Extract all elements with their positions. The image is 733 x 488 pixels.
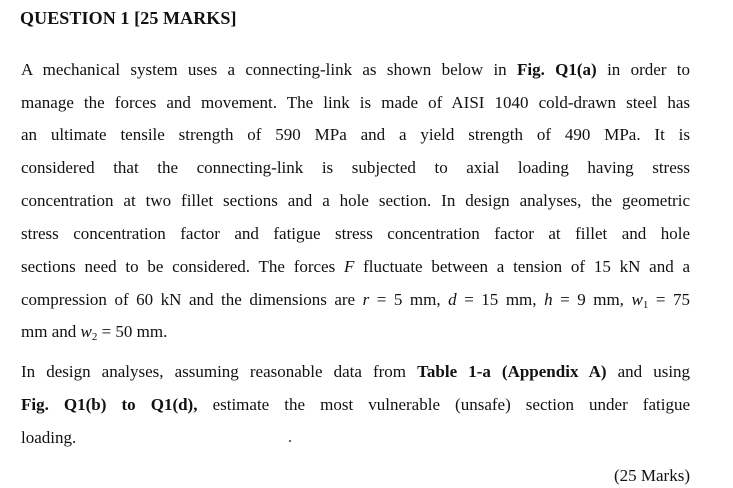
paragraph1-line4: considered that the connecting-link is subjected to axial loading having stress: [21, 158, 690, 177]
scan-speck: [289, 440, 291, 442]
p1-text: mm and: [21, 322, 77, 341]
p1-text: in order to: [607, 60, 691, 79]
table-ref: Table 1-a (Appendix A): [417, 362, 607, 381]
width2-letter: w: [80, 322, 92, 341]
paragraph2-line1: [21, 362, 690, 382]
paragraph1-line1: [21, 60, 690, 80]
radius-symbol: r: [362, 290, 370, 309]
p1-text: sections need to be considered. The forces: [21, 257, 336, 276]
width1-symbol: [631, 290, 648, 309]
figure-ref-q1a: Fig. Q1(a): [517, 60, 597, 79]
p1-text: = 5 mm,: [376, 290, 441, 309]
width2-symbol: [81, 322, 98, 341]
p1-text: = 75: [655, 290, 690, 309]
p1-text: A mechanical system uses a connecting-link as shown below in: [21, 60, 507, 79]
paragraph1-line7: [21, 257, 690, 277]
paragraph2-line2: [21, 395, 690, 415]
diameter-symbol: d: [448, 290, 457, 309]
marks-label: (25 Marks): [613, 466, 690, 485]
figure-ref-q1b-q1d: Fig. Q1(b) to Q1(d),: [21, 395, 198, 414]
thickness-symbol: h: [544, 290, 553, 309]
p2-text: estimate the most vulnerable (unsafe) section under fatigue: [212, 395, 691, 414]
question-heading: QUESTION 1 [25 MARKS]: [20, 8, 237, 28]
p2-text: In design analyses, assuming reasonable data from: [21, 362, 407, 381]
width1-letter: w: [631, 290, 643, 309]
p1-text: fluctuate between a tension of 15 kN and a: [363, 257, 690, 276]
paragraph1-line6: stress concentration factor and fatigue stress concentration factor at fillet and hole: [21, 224, 690, 243]
width1-subscript: 1: [642, 299, 649, 311]
paragraph1-line5: concentration at two fillet sections and a hole section. In design analyses, the geometric: [21, 191, 690, 210]
p1-text: = 50 mm.: [101, 322, 168, 341]
paragraph1-line9: [21, 322, 167, 347]
p2-text: and using: [617, 362, 691, 381]
force-symbol: F: [343, 257, 355, 276]
width2-subscript: 2: [91, 331, 98, 343]
p1-text: = 15 mm,: [464, 290, 537, 309]
paragraph1-line8: [21, 290, 690, 315]
p1-text: compression of 60 kN and the dimensions are: [21, 290, 356, 309]
p1-text: = 9 mm,: [560, 290, 624, 309]
paragraph2-line3: loading.: [21, 428, 77, 447]
paragraph1-line2: manage the forces and movement. The link is made of AISI 1040 cold-drawn steel has: [21, 93, 690, 112]
paragraph1-line3: an ultimate tensile strength of 590 MPa and a yield strength of 490 MPa. It is: [21, 125, 690, 144]
